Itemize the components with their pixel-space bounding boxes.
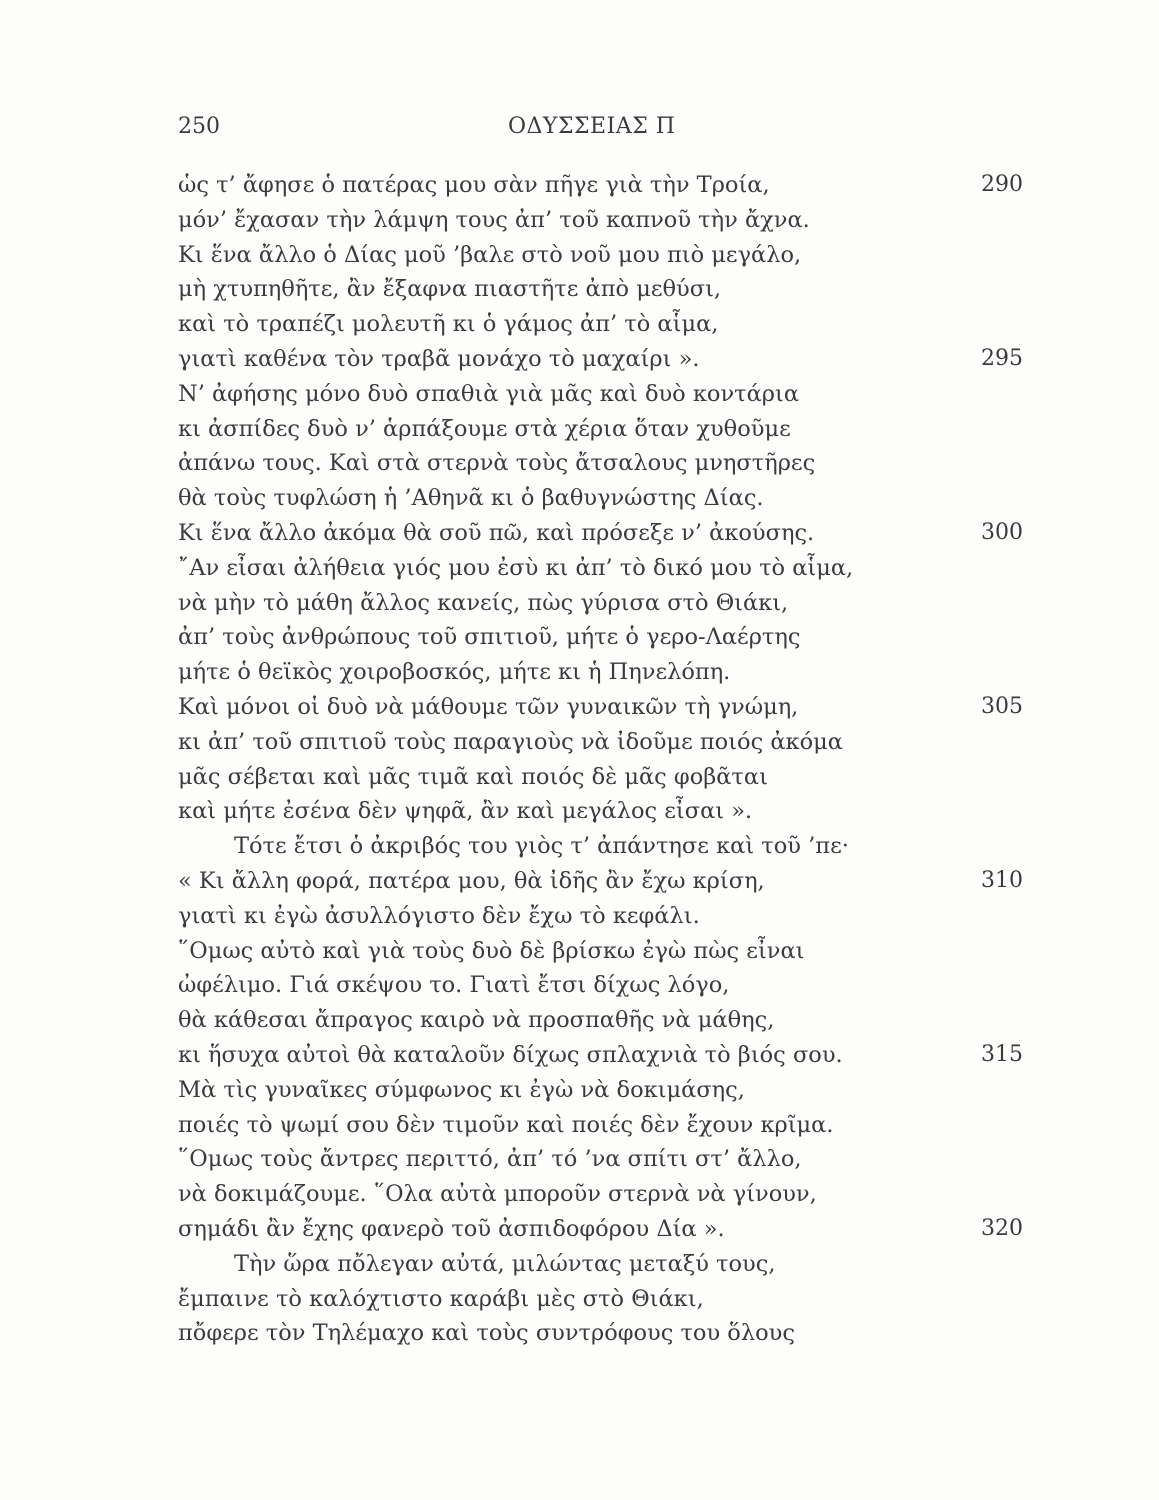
verse-text: μήτε ὁ θεϊκὸς χοιροβοσκός, μήτε κι ἡ Πηνελόπη. [178, 659, 731, 686]
verse-text: νὰ δοκιμάζουμε. ῞Ολα αὐτὰ μποροῦν στερνὰ νὰ γίνουν, [178, 1181, 817, 1208]
verse-line [178, 412, 1023, 447]
verse-line [178, 1003, 1023, 1038]
verse-text: Καὶ μόνοι οἱ δυὸ νὰ μάθουμε τῶν γυναικῶν τὴ γνώμη, [178, 693, 799, 720]
verse-text: γιατὶ κι ἐγὼ ἀσυλλόγιστο δὲν ἔχω τὸ κεφάλι. [178, 902, 700, 929]
verse-text: Ν’ ἀφήσης μόνο δυὸ σπαθιὰ γιὰ μᾶς καὶ δυὸ κοντάρια [178, 380, 800, 407]
verse-line [178, 551, 1023, 586]
verse-text: ἔμπαινε τὸ καλόχτιστο καράβι μὲς στὸ Θιάκι, [178, 1285, 704, 1312]
verse-text: ὡς τ’ ἄφησε ὁ πατέρας μου σὰν πῆγε γιὰ τὴν Τροία, [178, 172, 770, 198]
verse-text: Τότε ἔτσι ὁ ἀκριβός του γιὸς τ’ ἀπάντησε καὶ τοῦ ’πε· [234, 833, 849, 860]
verse-text: κι ἥσυχα αὐτοὶ θὰ καταλοῦν δίχως σπλαχνιὰ τὸ βιός σου. [178, 1041, 843, 1068]
verse-line [178, 1038, 1023, 1073]
line-number: 300 [981, 519, 1023, 545]
verse-line [178, 794, 1023, 829]
line-number: 290 [981, 172, 1023, 197]
line-number: 320 [981, 1215, 1023, 1241]
verse-text: θὰ τοὺς τυφλώση ἡ ’Αθηνᾶ κι ὁ βαθυγνώστης Δίας. [178, 485, 764, 512]
verse-text: « Κι ἄλλη φορά, πατέρα μου, θὰ ἰδῆς ἂν ἔχω κρίση, [178, 867, 765, 894]
line-number: 310 [981, 867, 1023, 893]
verse-text: καὶ μήτε ἐσένα δὲν ψηφᾶ, ἂν καὶ μεγάλος εἶσαι ». [178, 798, 753, 825]
verse-text: θὰ κάθεσαι ἄπραγος καιρὸ νὰ προσπαθῆς νὰ μάθης, [178, 1007, 775, 1034]
verse-text: Τὴν ὥρα πὄλεγαν αὐτά, μιλώντας μεταξύ τους, [234, 1250, 776, 1277]
verse-line [178, 1212, 1023, 1247]
verse-text: Μὰ τὶς γυναῖκες σύμφωνος κι ἐγὼ νὰ δοκιμάσης, [178, 1076, 745, 1103]
verse-text: νὰ μὴν τὸ μάθη ἄλλος κανείς, πὼς γύρισα στὸ Θιάκι, [178, 589, 789, 616]
verse-line [178, 307, 1023, 342]
line-number: 315 [981, 1041, 1023, 1067]
verse-text: κι ἀπ’ τοῦ σπιτιοῦ τοὺς παραγιοὺς νὰ ἰδοῦμε ποιός ἀκόμα [178, 728, 843, 755]
verse-line [178, 829, 1023, 864]
verse-line [178, 690, 1023, 725]
running-head: ΟΔΥΣΣΕΙΑΣ Π [508, 114, 676, 139]
verse-text: ἀπάνω τους. Καὶ στὰ στερνὰ τοὺς ἄτσαλους μνηστῆρες [178, 450, 816, 477]
verse-line [178, 377, 1023, 412]
verse-block [178, 168, 1023, 1351]
verse-line [178, 446, 1023, 481]
verse-text: ὠφέλιμο. Γιά σκέψου το. Γιατὶ ἔτσι δίχως λόγο, [178, 972, 730, 999]
verse-line [178, 168, 1023, 203]
verse-line [178, 620, 1023, 655]
verse-text: μὴ χτυπηθῆτε, ἂν ἔξαφνα πιαστῆτε ἀπὸ μεθύσι, [178, 276, 722, 303]
verse-text: πὄφερε τὸν Τηλέμαχο καὶ τοὺς συντρόφους του ὅλους [178, 1320, 795, 1347]
verse-line [178, 272, 1023, 307]
verse-line [178, 968, 1023, 1003]
verse-text: μᾶς σέβεται καὶ μᾶς τιμᾶ καὶ ποιός δὲ μᾶς φοβᾶται [178, 763, 768, 790]
verse-line [178, 1316, 1023, 1351]
verse-text: κι ἀσπίδες δυὸ ν’ ἁρπάξουμε στὰ χέρια ὅταν χυθοῦμε [178, 415, 791, 442]
verse-line [178, 238, 1023, 273]
verse-text: ποιές τὸ ψωμί σου δὲν τιμοῦν καὶ ποιές δὲν ἔχουν κρῖμα. [178, 1111, 834, 1138]
verse-text: μόν’ ἔχασαν τὴν λάμψη τους ἀπ’ τοῦ καπνοῦ τὴν ἄχνα. [178, 206, 810, 233]
verse-text: ῞Ομως αὐτὸ καὶ γιὰ τοὺς δυὸ δὲ βρίσκω ἐγὼ πὼς εἶναι [178, 937, 805, 964]
verse-line [178, 203, 1023, 238]
line-number: 295 [981, 345, 1023, 371]
verse-text: Κι ἕνα ἄλλο ὁ Δίας μοῦ ’βαλε στὸ νοῦ μου πιὸ μεγάλο, [178, 241, 802, 268]
verse-line [178, 1073, 1023, 1108]
verse-line [178, 934, 1023, 969]
page-number: 250 [178, 114, 220, 139]
verse-line [178, 516, 1023, 551]
verse-text: Κι ἕνα ἄλλο ἀκόμα θὰ σοῦ πῶ, καὶ πρόσεξε ν’ ἀκούσης. [178, 519, 815, 546]
verse-text: ἀπ’ τοὺς ἀνθρώπους τοῦ σπιτιοῦ, μήτε ὁ γερο-Λαέρτης [178, 624, 801, 651]
verse-line [178, 1108, 1023, 1143]
verse-line [178, 1142, 1023, 1177]
verse-text: γιατὶ καθένα τὸν τραβᾶ μονάχο τὸ μαχαίρι ». [178, 345, 700, 372]
verse-text: ῞Ομως τοὺς ἄντρες περιττό, ἀπ’ τό ’να σπίτι στ’ ἄλλο, [178, 1146, 802, 1173]
verse-text: ῎Αν εἶσαι ἀλήθεια γιός μου ἐσὺ κι ἀπ’ τὸ δικό μου τὸ αἷμα, [178, 554, 854, 581]
verse-line [178, 1247, 1023, 1282]
verse-line [178, 481, 1023, 516]
verse-line [178, 899, 1023, 934]
verse-line [178, 864, 1023, 899]
line-number: 305 [981, 693, 1023, 719]
verse-line [178, 725, 1023, 760]
verse-line [178, 342, 1023, 377]
verse-line [178, 1177, 1023, 1212]
verse-line [178, 655, 1023, 690]
verse-text: σημάδι ἂν ἔχης φανερὸ τοῦ ἀσπιδοφόρου Δία ». [178, 1215, 725, 1242]
verse-line [178, 1282, 1023, 1317]
verse-line [178, 760, 1023, 795]
verse-text: καὶ τὸ τραπέζι μολευτῆ κι ὁ γάμος ἀπ’ τὸ αἷμα, [178, 311, 719, 338]
verse-line [178, 586, 1023, 621]
